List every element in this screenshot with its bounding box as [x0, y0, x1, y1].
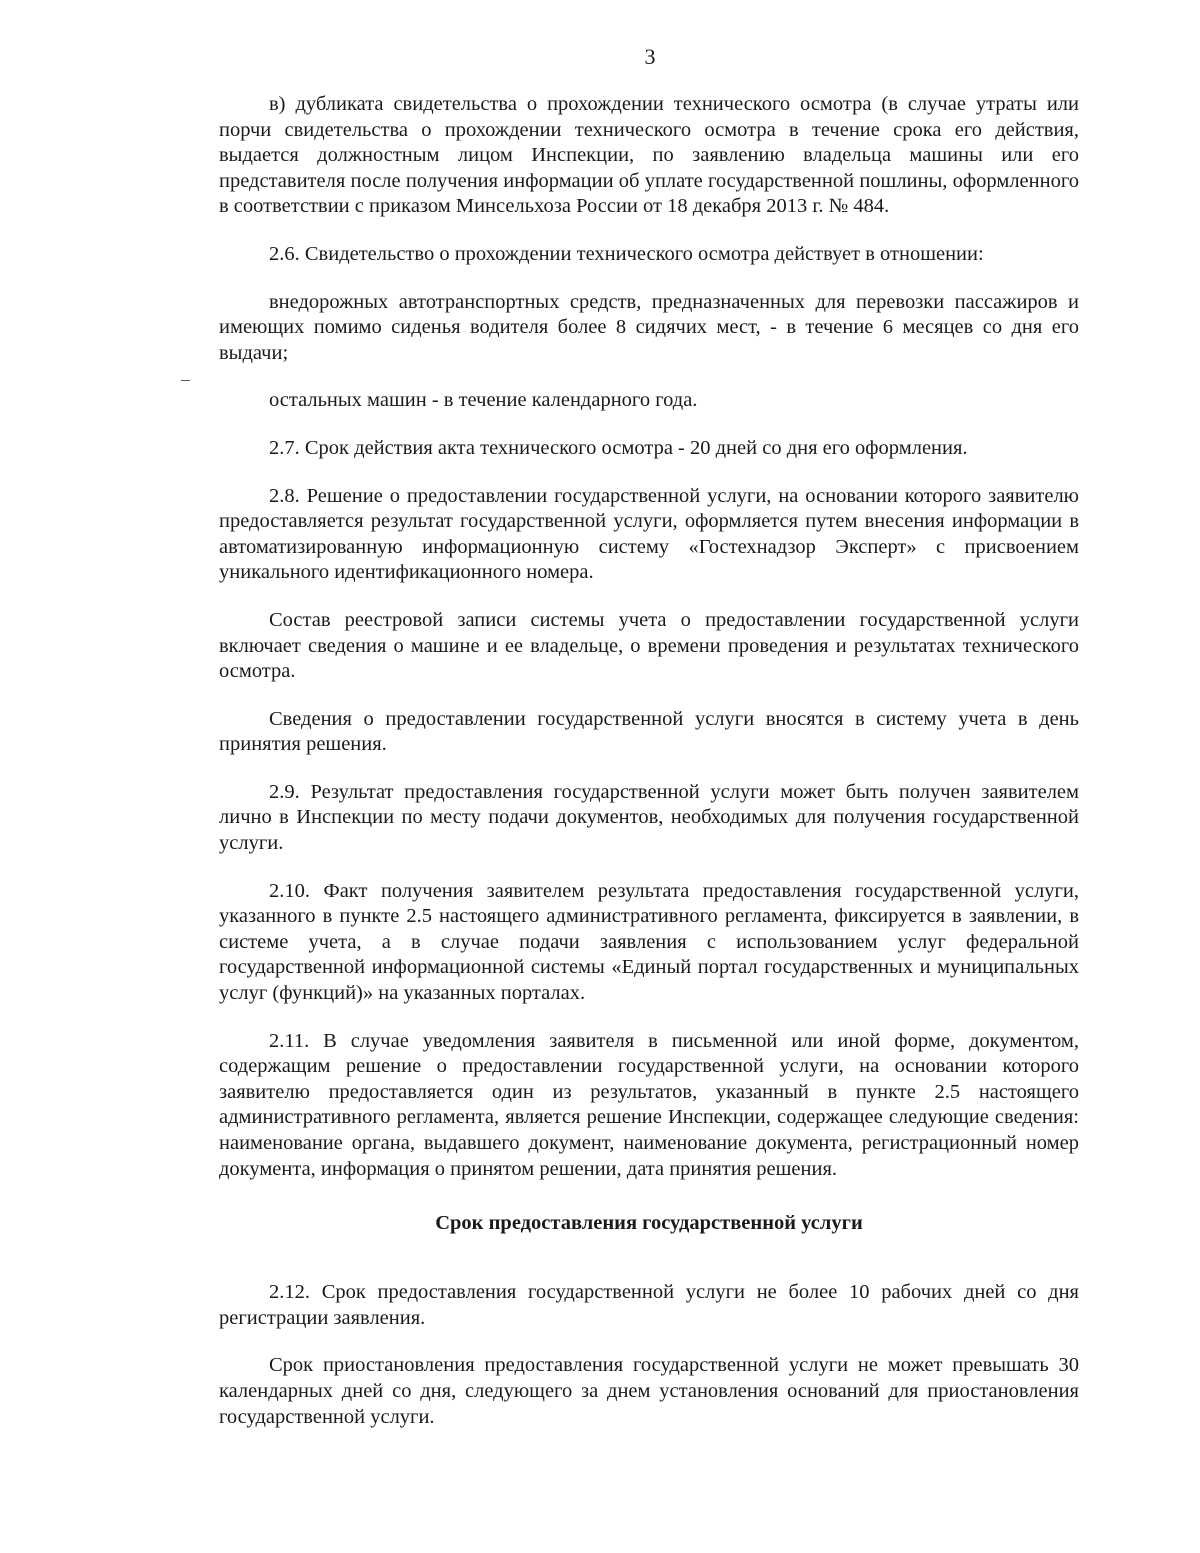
- paragraph-2-10: 2.10. Факт получения заявителем результата предоставления государственной услуги, указанного в пункте 2.5 настоящего административного регламента, фиксируется в заявлении, в системе учета, а в случае подачи заявления с использованием услуг федеральной государственной информационной системы «Единый портал государственных и муниципальных услуг (функций)» на указанных порталах.: [219, 879, 1079, 1005]
- paragraph-duplicate-certificate: в) дубликата свидетельства о прохождении технического осмотра (в случае утраты или порчи свидетельства о прохождении технического осмотра в течение срока его действия, выдается должностным лицом Инспекции, по заявлению владельца машины или его представителя после получения информации об уплате государственной пошлины, оформленного в соответствии с приказом Минсельхоза России от 18 декабря 2013 г. № 484.: [219, 93, 1079, 218]
- paragraph-2-8: 2.8. Решение о предоставлении государственной услуги, на основании которого заявителю предоставляется результат государственной услуги, оформляется путем внесения информации в автоматизированную информационную систему «Гостехнадзор Эксперт» с присвоением уникального идентификационного номера.: [219, 484, 1079, 584]
- paragraph-2-7: 2.7. Срок действия акта технического осмотра - 20 дней со дня его оформления.: [269, 436, 968, 459]
- paragraph-offroad-vehicles: внедорожных автотранспортных средств, предназначенных для перевозки пассажиров и имеющих помимо сиденья водителя более 8 сидячих мест, - в течение 6 месяцев со дня его выдачи;: [219, 290, 1079, 364]
- paragraph-2-6: 2.6. Свидетельство о прохождении технического осмотра действует в отношении:: [269, 242, 984, 265]
- section-heading: Срок предоставления государственной услуги: [435, 1212, 863, 1235]
- margin-mark: [181, 380, 190, 381]
- paragraph-2-9: 2.9. Результат предоставления государственной услуги может быть получен заявителем лично в Инспекции по месту подачи документов, необходимых для получения государственной услуги.: [219, 780, 1079, 855]
- page-number: 3: [644, 44, 656, 69]
- paragraph-accounting-system: Сведения о предоставлении государственной услуги вносятся в систему учета в день принятия решения.: [219, 707, 1079, 756]
- document-body: [219, 92, 1079, 1452]
- paragraph-registry-record: Состав реестровой записи системы учета о предоставлении государственной услуги включает сведения о машине и ее владельце, о времени проведения и результатах технического осмотра.: [219, 608, 1079, 683]
- paragraph-2-11: 2.11. В случае уведомления заявителя в письменной или иной форме, документом, содержащим решение о предоставлении государственной услуги, на основании которого заявителю предоставляется один из результатов, указанный в пункте 2.5 настоящего административного регламента, является решение Инспекции, содержащее следующие сведения: наименование органа, выдавшего документ, наименование документа, регистрационный номер документа, информация о принятом решении, дата принятия решения.: [219, 1029, 1079, 1180]
- paragraph-other-machines: остальных машин - в течение календарного года.: [269, 389, 698, 412]
- paragraph-suspension-period: Срок приостановления предоставления государственной услуги не может превышать 30 календарных дней со дня, следующего за днем установления оснований для приостановления государственной услуги.: [219, 1354, 1079, 1428]
- paragraph-2-12: 2.12. Срок предоставления государственной услуги не более 10 рабочих дней со дня регистрации заявления.: [219, 1281, 1079, 1329]
